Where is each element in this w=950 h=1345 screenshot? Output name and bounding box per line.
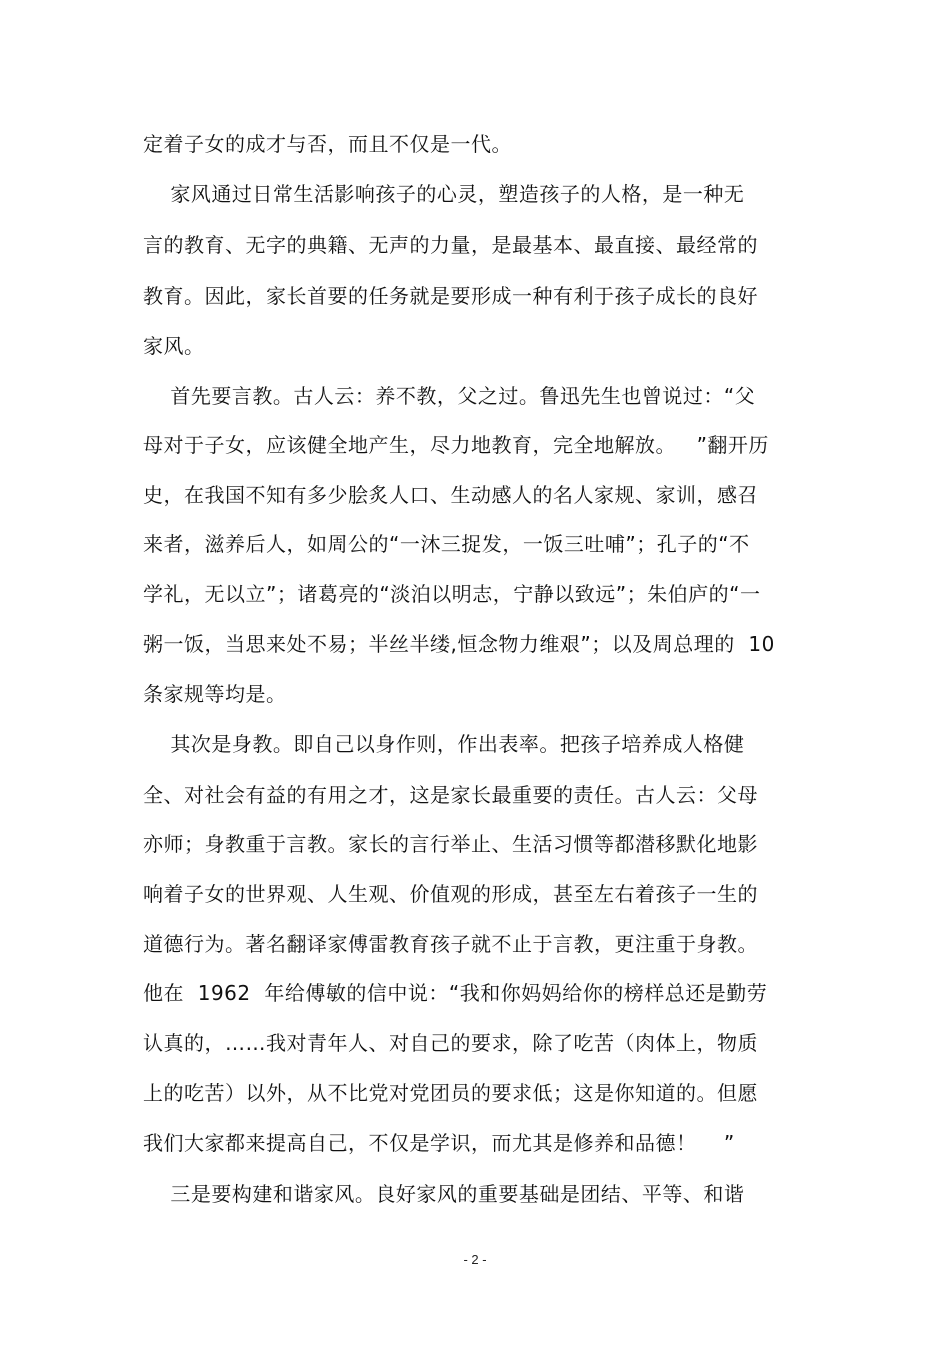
text-line: 我们大家都来提高自己，不仅是学识，而尤其是修养和品德！ ” <box>143 1131 735 1155</box>
text-line: 三是要构建和谐家风。良好家风的重要基础是团结、平等、和谐 <box>143 1182 745 1206</box>
text-line: 定着子女的成才与否，而且不仅是一代。 <box>143 132 512 156</box>
text-line: 其次是身教。即自己以身作则，作出表率。把孩子培养成人格健 <box>143 732 745 756</box>
text-line: 他在 1962 年给傅敏的信中说：“我和你妈妈给你的榜样总还是勤劳 <box>143 981 768 1005</box>
text-line: 史，在我国不知有多少脍炙人口、生动感人的名人家规、家训，感召 <box>143 483 758 507</box>
text-line: 首先要言教。古人云：养不教，父之过。鲁迅先生也曾说过：“父 <box>143 384 756 408</box>
text-line: 学礼，无以立”；诸葛亮的“淡泊以明志，宁静以致远”；朱伯庐的“一 <box>143 582 761 606</box>
text-line: 认真的，……我对青年人、对自己的要求，除了吃苦（肉体上，物质 <box>143 1031 758 1055</box>
page-number: - 2 - <box>463 1252 487 1267</box>
text-line: 亦师；身教重于言教。家长的言行举止、生活习惯等都潜移默化地影 <box>143 832 758 856</box>
text-line: 教育。因此，家长首要的任务就是要形成一种有利于孩子成长的良好 <box>143 284 758 308</box>
text-line: 来者，滋养后人，如周公的“一沐三捉发，一饭三吐哺”；孔子的“不 <box>143 532 750 556</box>
text-line: 家风通过日常生活影响孩子的心灵，塑造孩子的人格，是一种无 <box>143 182 745 206</box>
text-line: 粥一饭，当思来处不易；半丝半缕,恒念物力维艰”；以及周总理的 10 <box>143 632 775 656</box>
text-line: 母对于子女，应该健全地产生，尽力地教育，完全地解放。 ”翻开历 <box>143 433 769 457</box>
text-line: 全、对社会有益的有用之才，这是家长最重要的责任。古人云：父母 <box>143 783 758 807</box>
text-line: 条家规等均是。 <box>143 682 287 706</box>
text-line: 上的吃苦）以外，从不比党对党团员的要求低；这是你知道的。但愿 <box>143 1081 758 1105</box>
text-line: 道德行为。著名翻译家傅雷教育孩子就不止于言教，更注重于身教。 <box>143 932 758 956</box>
text-line: 家风。 <box>143 334 205 358</box>
text-line: 言的教育、无字的典籍、无声的力量，是最基本、最直接、最经常的 <box>143 233 758 257</box>
text-line: 响着子女的世界观、人生观、价值观的形成，甚至左右着孩子一生的 <box>143 882 758 906</box>
